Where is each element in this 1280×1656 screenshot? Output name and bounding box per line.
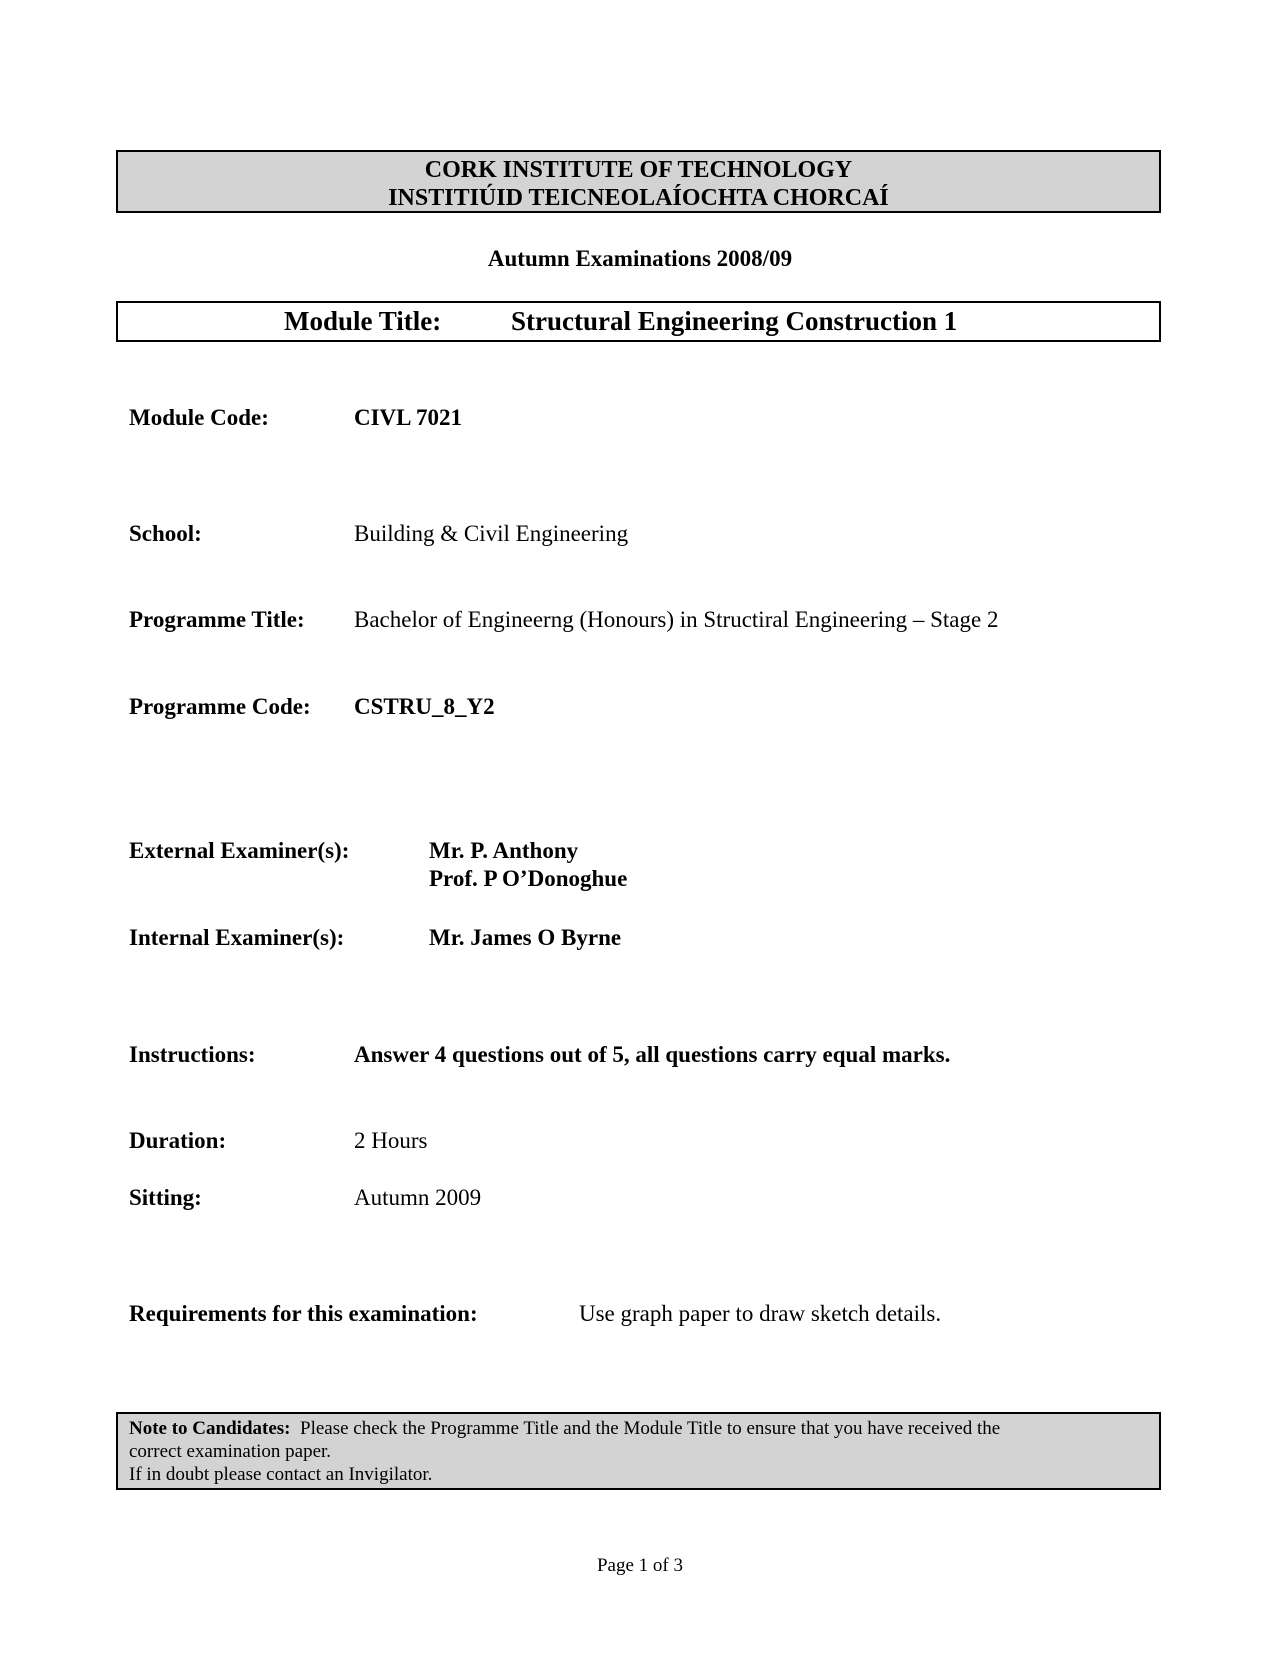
programme-code-label: Programme Code: [129,694,311,719]
programme-title-value: Bachelor of Engineerng (Honours) in Structiral Engineering – Stage 2 [354,607,999,632]
note-label: Note to Candidates: [129,1418,291,1439]
duration-label: Duration: [129,1128,227,1153]
sitting-label: Sitting: [129,1185,202,1210]
requirements-label: Requirements for this examination: [129,1301,478,1326]
note-line-2: correct examination paper. [129,1441,332,1462]
institution-name-english: CORK INSTITUTE OF TECHNOLOGY [424,157,853,183]
external-examiner-name: Mr. P. Anthony [429,838,579,863]
programme-code-value: CSTRU_8_Y2 [354,694,495,719]
external-examiners-list [429,837,627,893]
module-title-value: Structural Engineering Construction 1 [511,306,958,336]
requirements-value: Use graph paper to draw sketch details. [579,1301,942,1326]
internal-examiner-name: Mr. James O Byrne [429,925,622,950]
instructions-label: Instructions: [129,1042,256,1067]
note-to-candidates-box [116,1412,1161,1490]
note-line-3: If in doubt please contact an Invigilator. [129,1464,433,1485]
module-title-box [116,301,1161,342]
programme-title-label: Programme Title: [129,607,305,632]
duration-value: 2 Hours [354,1128,428,1153]
module-title-label: Module Title: [284,306,442,336]
instructions-value: Answer 4 questions out of 5, all questions carry equal marks. [354,1042,951,1067]
external-examiner-name: Prof. P O’Donoghue [429,866,628,891]
institution-name-irish: INSTITIÚID TEICNEOLAÍOCHTA CHORCAÍ [388,185,889,211]
module-code-label: Module Code: [129,405,269,430]
note-text: Please check the Programme Title and the Module Title to ensure that you have received the [300,1418,1001,1439]
module-code-value: CIVL 7021 [354,405,462,430]
external-examiners-label: External Examiner(s): [129,838,350,863]
note-line-1 [129,1417,1159,1440]
school-value: Building & Civil Engineering [354,521,629,546]
internal-examiners-label: Internal Examiner(s): [129,925,345,950]
sitting-value: Autumn 2009 [354,1185,482,1210]
institution-header [116,150,1161,213]
exam-session-title: Autumn Examinations 2008/09 [487,246,793,271]
school-label: School: [129,521,202,546]
page-number: Page 1 of 3 [596,1555,683,1576]
